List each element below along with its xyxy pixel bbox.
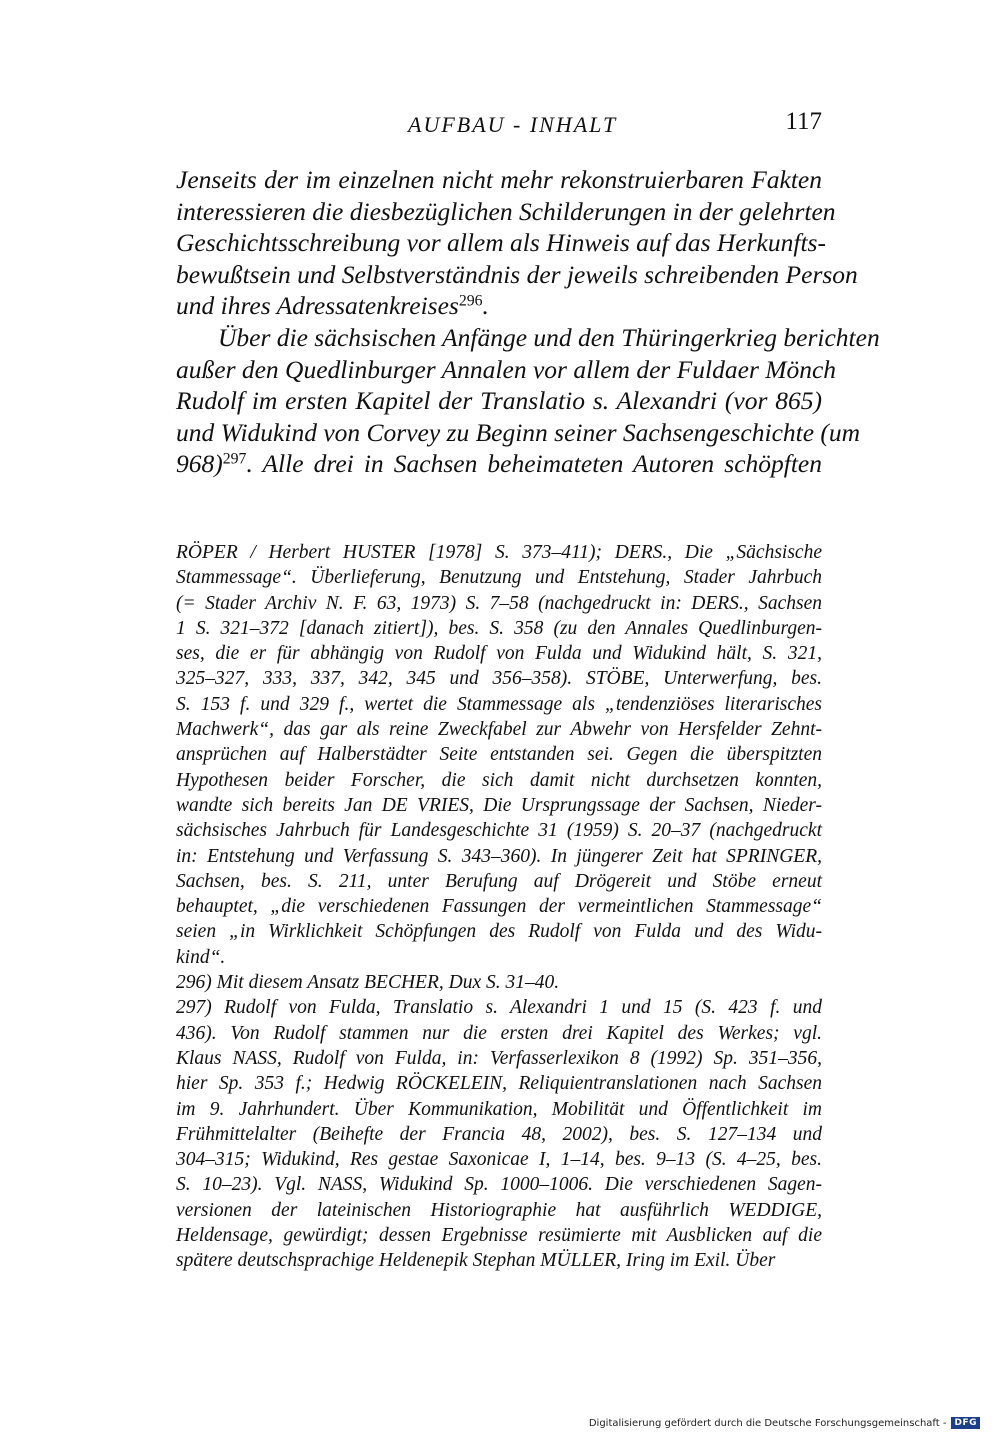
footnote-line: seien „in Wirklichkeit Schöpfungen des Rudolf von Fulda und des Widu-	[176, 921, 822, 943]
text-line: Jenseits der im einzelnen nicht mehr rekonstruierbaren Fakten	[176, 165, 822, 194]
footnote-line: Klaus NASS, Rudolf von Fulda, in: Verfasserlexikon 8 (1992) Sp. 351–356,	[176, 1047, 822, 1069]
footnote-line: Sachsen, bes. S. 211, unter Berufung auf Drögereit und Stöbe erneut	[176, 870, 822, 892]
footnote-line: Hypothesen beider Forscher, die sich damit nicht durchsetzen konnten,	[176, 769, 822, 791]
footnote-marker: 296	[458, 292, 483, 310]
footnote-line: 436). Von Rudolf stammen nur die ersten drei Kapitel des Werkes; vgl.	[176, 1022, 822, 1044]
footnote-line: 296) Mit diesem Ansatz BECHER, Dux S. 31–40.	[176, 972, 560, 994]
credit-text: Digitalisierung gefördert durch die Deutsche Forschungsgemeinschaft -	[588, 1417, 947, 1429]
footnote-line: im 9. Jahrhundert. Über Kommunikation, Mobilität und Öffentlichkeit im	[176, 1098, 822, 1120]
footnote-line: S. 153 f. und 329 f., wertet die Stammessage als „tendenziöses literarisches	[176, 693, 822, 715]
footnote-line: kind“.	[176, 946, 226, 968]
footnote-line: Machwerk“, das gar als reine Zweckfabel zur Abwehr von Hersfelder Zehnt-	[176, 719, 822, 741]
footnote-line: 297) Rudolf von Fulda, Translatio s. Alexandri 1 und 15 (S. 423 f. und	[176, 997, 822, 1019]
footnote-line: 325–327, 333, 337, 342, 345 und 356–358). STÖBE, Unterwerfung, bes.	[176, 668, 822, 690]
footnote-marker: 297	[222, 450, 247, 468]
footnote-line: (= Stader Archiv N. F. 63, 1973) S. 7–58 (nachgedruckt in: DERS., Sachsen	[176, 592, 822, 614]
footnote-line: Frühmittelalter (Beihefte der Francia 48, 2002), bes. S. 127–134 und	[176, 1123, 822, 1145]
text-fragment: 968)	[176, 449, 223, 479]
text-line: Rudolf im ersten Kapitel der Translatio s. Alexandri (vor 865)	[176, 386, 822, 416]
text-line	[176, 448, 822, 480]
text-line	[176, 290, 822, 322]
footnote-line: Heldensage, gewürdigt; dessen Ergebnisse resümierte mit Ausblicken auf die	[176, 1225, 822, 1247]
text-line: außer den Quedlinburger Annalen vor allem der Fuldaer Mönch	[176, 354, 837, 384]
digitization-credit	[589, 1415, 980, 1431]
text-fragment: und ihres Adressatenkreises	[176, 291, 459, 321]
main-text	[176, 164, 880, 480]
footnote-line: in: Entstehung und Verfassung S. 343–360). In jüngerer Zeit hat SPRINGER,	[176, 845, 822, 867]
footnote-line: versionen der lateinischen Historiographie hat ausführlich WEDDIGE,	[176, 1199, 822, 1221]
text-fragment: .	[482, 291, 489, 321]
footnote-line: 1 S. 321–372 [danach zitiert]), bes. S. 358 (zu den Annales Quedlinburgen-	[176, 617, 822, 639]
text-line: Geschichtsschreibung vor allem als Hinweis auf das Herkunfts-	[176, 228, 826, 258]
text-line: und Widukind von Corvey zu Beginn seiner Sachsengeschichte (um	[176, 417, 861, 447]
text-line: interessieren die diesbezüglichen Schilderungen in der gelehrten	[176, 196, 836, 226]
footnote-line: hier Sp. 353 f.; Hedwig RÖCKELEIN, Reliquientranslationen nach Sachsen	[176, 1073, 822, 1095]
text-line: bewußtsein und Selbstverständnis der jeweils schreibenden Person	[176, 259, 858, 289]
footnote-line: ses, die er für abhängig von Rudolf von Fulda und Widukind hält, S. 321,	[176, 643, 822, 665]
footnote-line: Stammessage“. Überlieferung, Benutzung und Entstehung, Stader Jahrbuch	[176, 567, 822, 589]
footnote-line: behauptet, „die verschiedenen Fassungen der vermeintlichen Stammessage“	[176, 896, 822, 918]
footnote-line: 304–315; Widukind, Res gestae Saxonicae I, 1–14, bes. 9–13 (S. 4–25, bes.	[176, 1149, 822, 1171]
footnotes	[176, 540, 822, 1274]
page-number: 117	[785, 108, 822, 135]
footnote-line: S. 10–23). Vgl. NASS, Widukind Sp. 1000–1006. Die verschiedenen Sagen-	[176, 1174, 822, 1196]
footnote-line: RÖPER / Herbert HUSTER [1978] S. 373–411); DERS., Die „Sächsische	[176, 542, 822, 563]
text-fragment: . Alle drei in Sachsen beheimateten Autoren schöpften	[246, 449, 822, 479]
footnote-line: wandte sich bereits Jan DE VRIES, Die Ursprungssage der Sachsen, Nieder-	[176, 794, 822, 816]
dfg-logo: DFG	[951, 1417, 980, 1429]
footnote-line: sächsisches Jahrbuch für Landesgeschichte 31 (1959) S. 20–37 (nachgedruckt	[176, 820, 822, 842]
footnote-line: spätere deutschsprachige Heldenepik Stephan MÜLLER, Iring im Exil. Über	[176, 1250, 776, 1272]
text-line: Über die sächsischen Anfänge und den Thüringerkrieg berichten	[218, 322, 880, 352]
page-header	[176, 108, 822, 148]
running-title: AUFBAU - INHALT	[408, 112, 618, 137]
footnote-line: ansprüchen auf Halberstädter Seite entstanden sei. Gegen die überspitzten	[176, 744, 822, 766]
